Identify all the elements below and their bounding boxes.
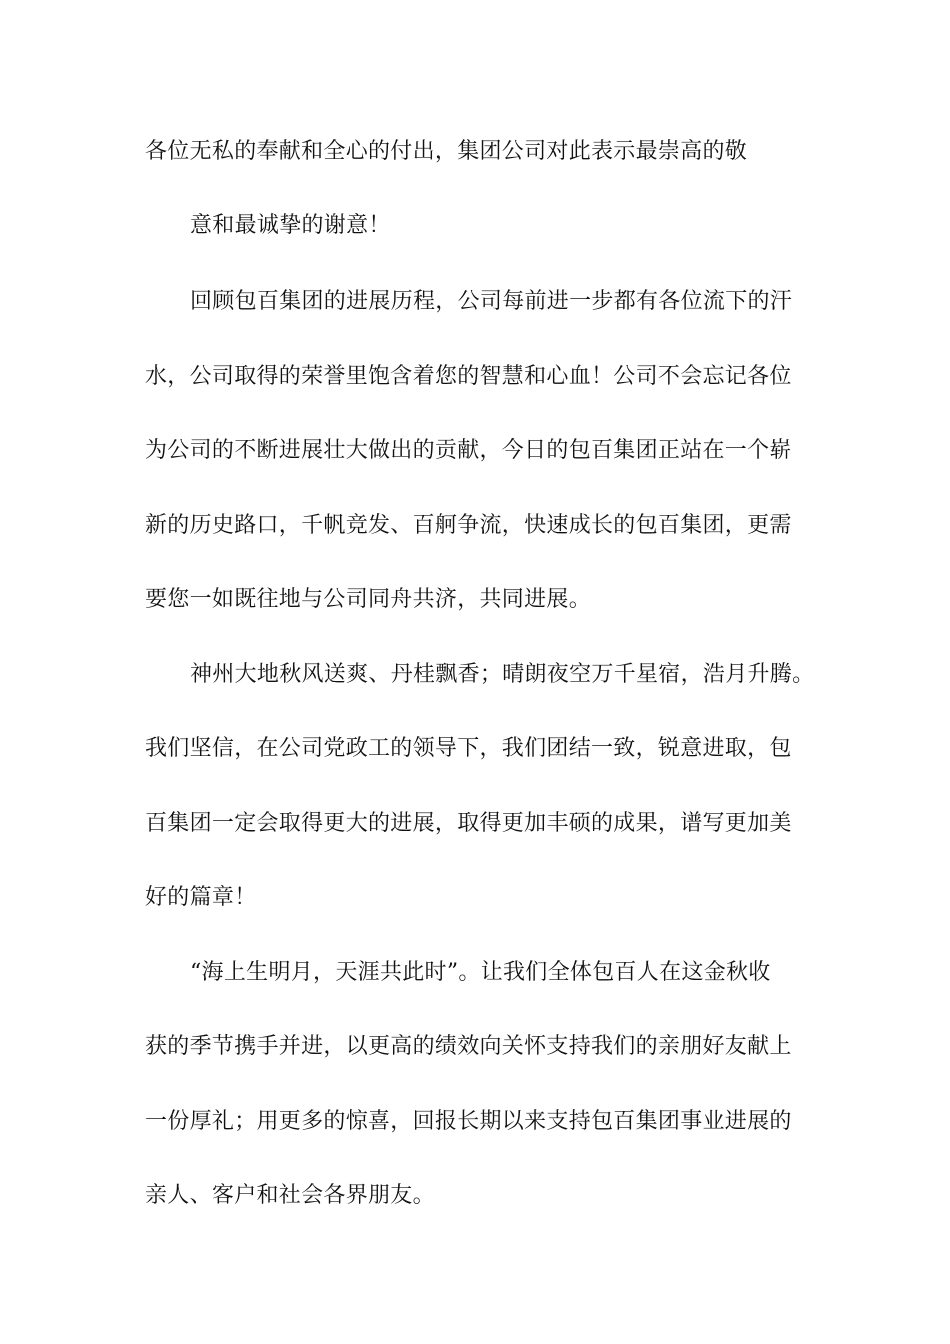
text-line: “海上生明月，天涯共此时”。让我们全体包百人在这金秋收 <box>190 960 771 985</box>
text-line: 一份厚礼；用更多的惊喜，回报长期以来支持包百集团事业进展的 <box>145 1109 792 1134</box>
text-line: 我们坚信，在公司党政工的领导下，我们团结一致，锐意进取，包 <box>145 736 792 761</box>
text-line: 要您一如既往地与公司同舟共济，共同进展。 <box>145 587 592 612</box>
text-line: 亲人、客户和社会各界朋友。 <box>145 1183 435 1208</box>
text-line: 百集团一定会取得更大的进展，取得更加丰硕的成果，谱写更加美 <box>145 811 792 836</box>
text-line: 好的篇章！ <box>145 885 257 910</box>
text-line: 回顾包百集团的进展历程，公司每前进一步都有各位流下的汗 <box>190 289 793 314</box>
text-line: 新的历史路口，千帆竞发、百舸争流，快速成长的包百集团，更需 <box>145 513 792 538</box>
text-line: 为公司的不断进展壮大做出的贡献，今日的包百集团正站在一个崭 <box>145 438 792 463</box>
text-line: 水，公司取得的荣誉里饱含着您的智慧和心血！公司不会忘记各位 <box>145 364 792 389</box>
text-line: 意和最诚挚的谢意！ <box>190 213 391 238</box>
text-line: 获的季节携手并进，以更高的绩效向关怀支持我们的亲朋好友献上 <box>145 1034 792 1059</box>
text-line: 各位无私的奉献和全心的付出，集团公司对此表示最崇高的敬 <box>145 139 748 164</box>
text-line: 神州大地秋风送爽、丹桂飘香；晴朗夜空万千星宿，浩月升腾。 <box>190 662 815 687</box>
